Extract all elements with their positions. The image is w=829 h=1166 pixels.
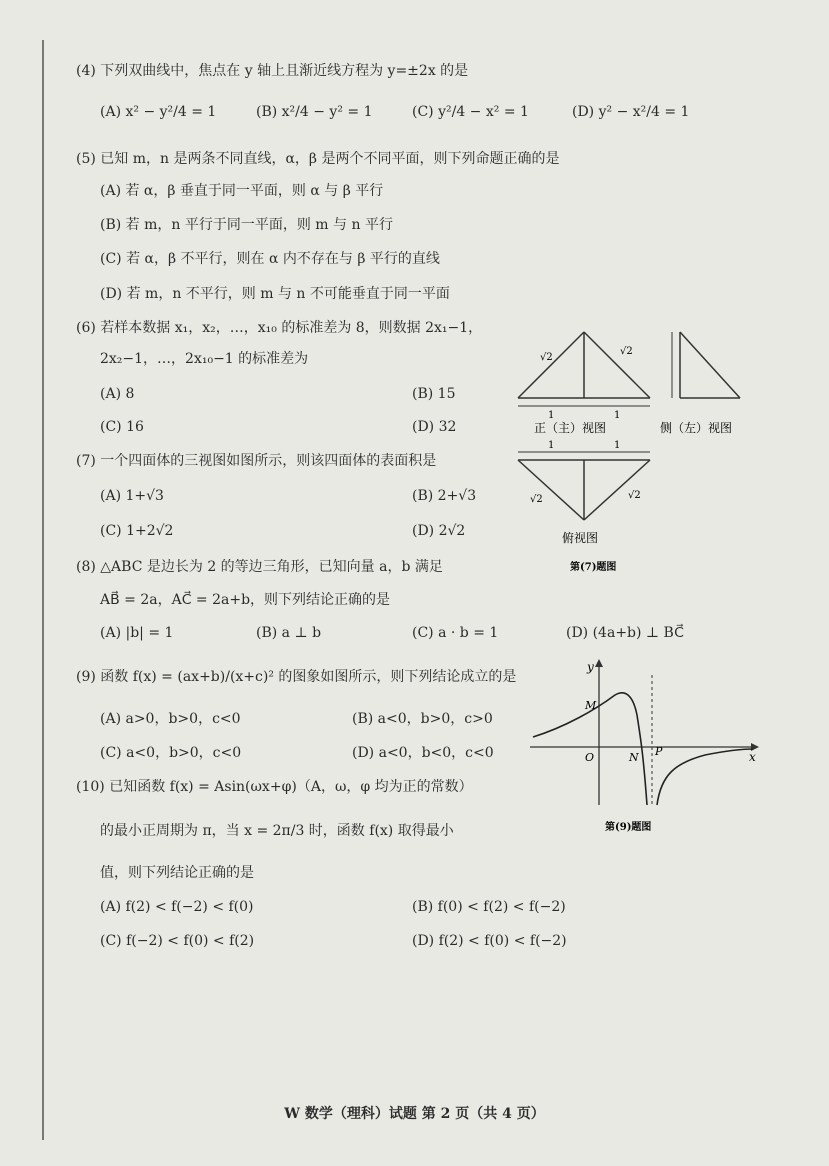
fig9-caption: 第(9)题图	[605, 822, 652, 833]
q10-option-a: (A) f(2) < f(−2) < f(0)	[100, 899, 254, 915]
page-footer: W 数学（理科）试题 第 2 页（共 4 页）	[284, 1106, 545, 1122]
q5-option-b: (B) 若 m，n 平行于同一平面，则 m 与 n 平行	[100, 217, 393, 233]
q4-option-a: (A) x² − y²/4 = 1	[100, 104, 217, 120]
fig7-side-label: 侧（左）视图	[660, 421, 733, 435]
q6-option-b: (B) 15	[412, 386, 456, 402]
fig7-dim-top-slant-left: √2	[530, 494, 543, 505]
q8-option-c: (C) a · b = 1	[412, 625, 499, 641]
q7-option-a: (A) 1+√3	[100, 488, 164, 504]
q10-stem-line2: 的最小正周期为 π，当 x = 2π/3 时，函数 f(x) 取得最小	[100, 823, 454, 839]
fig7-top-view	[518, 452, 650, 520]
q5-option-d: (D) 若 m，n 不平行，则 m 与 n 不可能垂直于同一平面	[100, 286, 450, 302]
q4-option-d: (D) y² − x²/4 = 1	[572, 104, 690, 120]
fig7-dim-front-right: 1	[614, 410, 621, 421]
fig9-y-arrow-icon	[595, 659, 603, 667]
q9-option-b: (B) a<0，b>0，c>0	[352, 711, 493, 727]
q4-option-b: (B) x²/4 − y² = 1	[256, 104, 373, 120]
q4-option-c: (C) y²/4 − x² = 1	[412, 104, 529, 120]
fig9-y-label: y	[587, 660, 594, 674]
q4-stem: (4) 下列双曲线中，焦点在 y 轴上且渐近线方程为 y=±2x 的是	[76, 63, 469, 79]
q9-option-c: (C) a<0，b>0，c<0	[100, 745, 242, 761]
fig9-function-graph	[525, 655, 765, 845]
q8-option-a: (A) |b| = 1	[100, 625, 174, 641]
q5-stem: (5) 已知 m，n 是两条不同直线，α，β 是两个不同平面，则下列命题正确的是	[76, 151, 560, 167]
q8-stem-line1: (8) △ABC 是边长为 2 的等边三角形，已知向量 a，b 满足	[76, 559, 443, 575]
fig9-curve-right	[657, 749, 753, 805]
fig9-x-label: x	[749, 750, 756, 764]
q7-option-c: (C) 1+2√2	[100, 523, 174, 539]
fig7-caption: 第(7)题图	[570, 562, 617, 573]
q9-option-a: (A) a>0，b>0，c<0	[100, 711, 241, 727]
fig7-top-label: 俯视图	[562, 531, 599, 545]
fig7-dim-top-left: 1	[548, 440, 555, 451]
fig7-dim-front-slant-left: √2	[540, 352, 553, 363]
fig7-side-view	[672, 332, 740, 398]
q10-option-d: (D) f(2) < f(0) < f(−2)	[412, 933, 567, 949]
fig7-dim-top-slant-right: √2	[628, 490, 641, 501]
q5-option-c: (C) 若 α，β 不平行，则在 α 内不存在与 β 平行的直线	[100, 251, 440, 267]
q6-option-a: (A) 8	[100, 386, 135, 402]
fig7-dim-front-slant-right: √2	[620, 346, 633, 357]
margin-line	[42, 40, 44, 1140]
q6-stem-line1: (6) 若样本数据 x₁，x₂，…，x₁₀ 的标准差为 8，则数据 2x₁−1，	[76, 320, 483, 336]
q10-stem-line1: (10) 已知函数 f(x) = Asin(ωx+φ)（A，ω，φ 均为正的常数）	[76, 779, 473, 795]
fig7-front-label: 正（主）视图	[534, 421, 607, 435]
fig9-point-n: N	[629, 751, 639, 764]
q9-option-d: (D) a<0，b<0，c<0	[352, 745, 494, 761]
q9-stem: (9) 函数 f(x) = (ax+b)/(x+c)² 的图象如图所示，则下列结论成立的是	[76, 669, 517, 685]
q6-stem-line2: 2x₂−1，…，2x₁₀−1 的标准差为	[100, 351, 309, 367]
q10-option-c: (C) f(−2) < f(0) < f(2)	[100, 933, 255, 949]
q7-stem: (7) 一个四面体的三视图如图所示，则该四面体的表面积是	[76, 453, 437, 469]
fig7-dim-front-left: 1	[548, 410, 555, 421]
fig9-origin-label: O	[585, 751, 595, 764]
q6-option-d: (D) 32	[412, 419, 457, 435]
q6-option-c: (C) 16	[100, 419, 144, 435]
q5-option-a: (A) 若 α，β 垂直于同一平面，则 α 与 β 平行	[100, 183, 384, 199]
q10-option-b: (B) f(0) < f(2) < f(−2)	[412, 899, 566, 915]
q8-option-d: (D) (4a+b) ⊥ BC⃗	[566, 625, 684, 641]
q8-option-b: (B) a ⊥ b	[256, 625, 322, 641]
fig7-front-view	[518, 332, 650, 406]
fig9-point-p: P	[655, 745, 663, 758]
fig9-point-m: M	[585, 699, 597, 712]
fig7-three-views	[510, 320, 760, 580]
q7-option-b: (B) 2+√3	[412, 488, 477, 504]
q10-stem-line3: 值，则下列结论正确的是	[100, 865, 254, 881]
q7-option-d: (D) 2√2	[412, 523, 466, 539]
fig7-dim-top-right: 1	[614, 440, 621, 451]
q8-stem-line2: AB⃗ = 2a，AC⃗ = 2a+b，则下列结论正确的是	[100, 592, 391, 608]
